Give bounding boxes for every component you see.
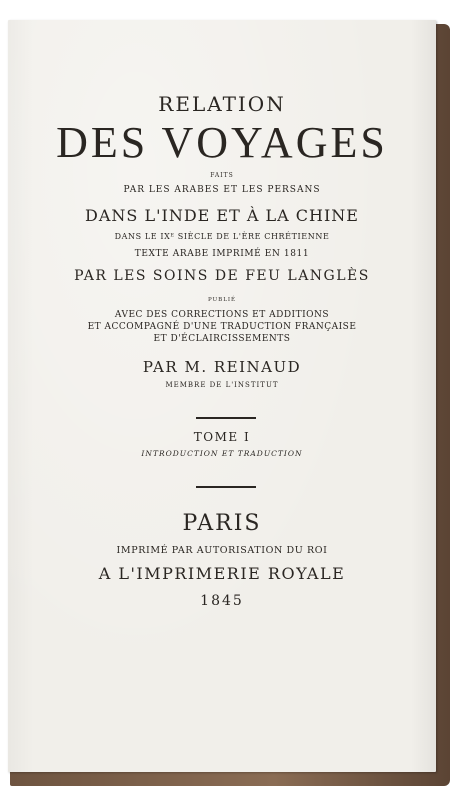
- subtitle-siecle: DANS LE IXᴱ SIÈCLE DE L'ÈRE CHRÉTIENNE: [114, 232, 330, 241]
- subtitle-publie: PUBLIÉ: [207, 297, 237, 303]
- author-name: PAR M. REINAUD: [142, 358, 302, 376]
- subtitle-langles: PAR LES SOINS DE FEU LANGLÈS: [74, 268, 370, 284]
- rule-bottom: [196, 486, 256, 488]
- rule-top: [196, 417, 256, 419]
- subtitle-eclaircissements: ET D'ÉCLAIRCISSEMENTS: [153, 334, 291, 344]
- author-title: MEMBRE DE L'INSTITUT: [165, 381, 279, 389]
- volume-label: TOME I: [193, 430, 251, 444]
- subtitle-texte-arabe: TEXTE ARABE IMPRIMÉ EN 1811: [134, 249, 310, 259]
- subtitle-faits: FAITS: [210, 172, 234, 179]
- imprint-city: PARIS: [182, 511, 262, 536]
- imprint-printer: A L'IMPRIMERIE ROYALE: [98, 564, 346, 583]
- imprint-year: 1845: [200, 593, 244, 609]
- title-relation: RELATION: [158, 92, 286, 116]
- title-page: [8, 20, 436, 772]
- subtitle-traduction: ET ACCOMPAGNÉ D'UNE TRADUCTION FRANÇAISE: [87, 322, 357, 332]
- subtitle-corrections: AVEC DES CORRECTIONS ET ADDITIONS: [114, 310, 330, 320]
- subtitle-arabes-persans: PAR LES ARABES ET LES PERSANS: [123, 185, 321, 195]
- title-des-voyages: DES VOYAGES: [56, 118, 388, 167]
- subtitle-inde-chine: DANS L'INDE ET À LA CHINE: [85, 206, 359, 225]
- volume-subtitle: INTRODUCTION ET TRADUCTION: [141, 449, 303, 458]
- imprint-authorisation: IMPRIMÉ PAR AUTORISATION DU ROI: [116, 545, 328, 556]
